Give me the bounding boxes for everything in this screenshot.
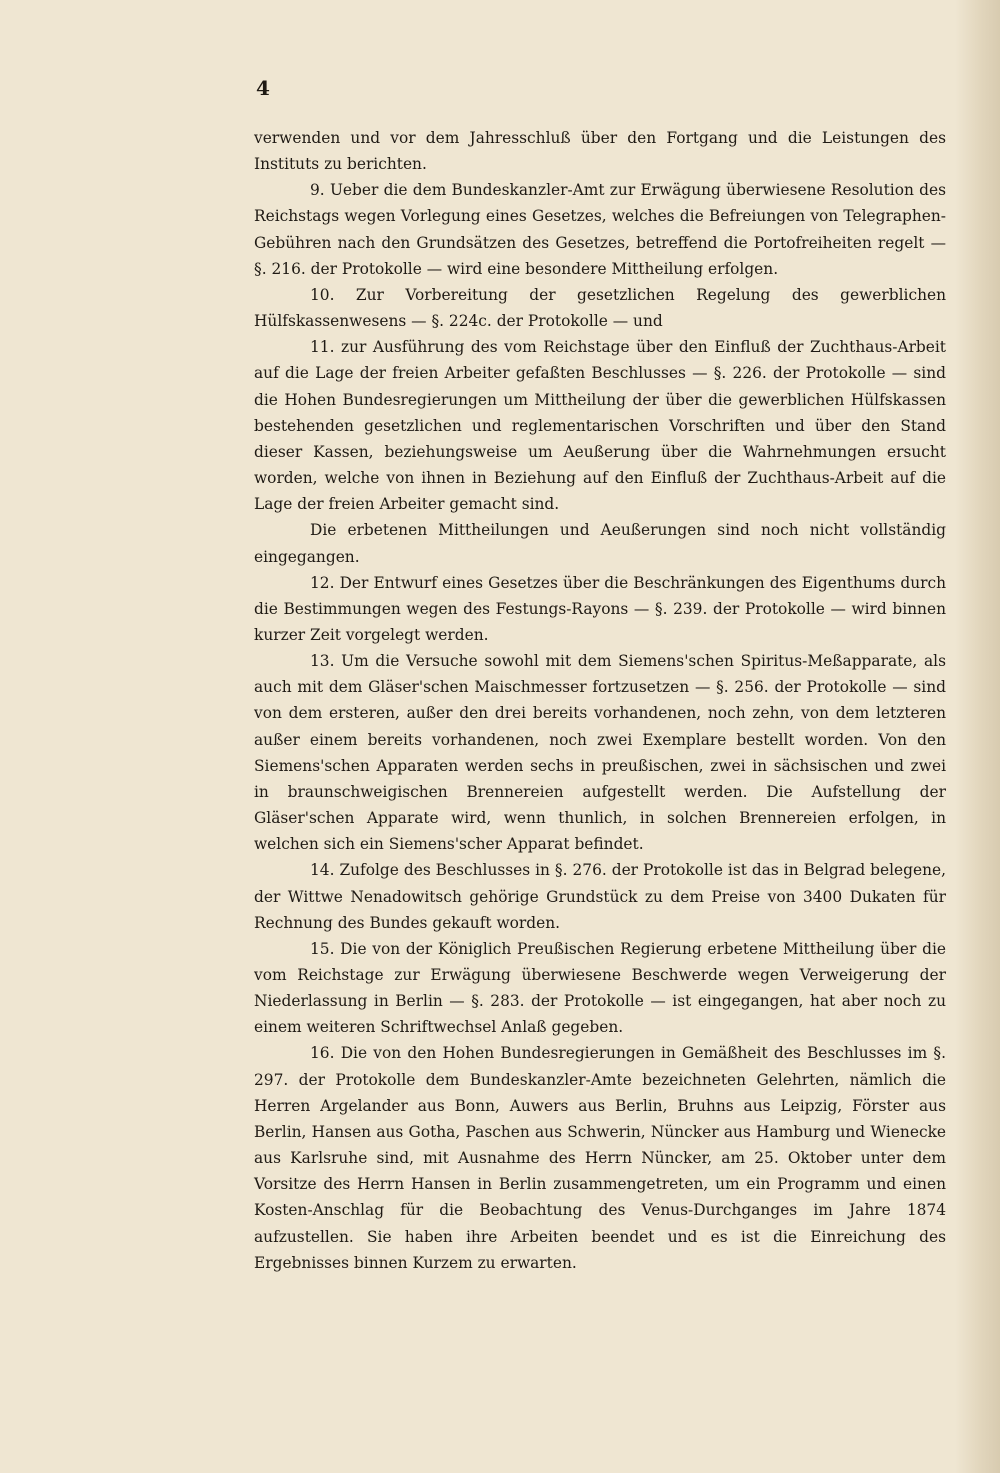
- paragraph-item-11: 11. zur Ausführung des vom Reichstage über den Einfluß der Zuchthaus-Arbeit auf die Lage der freien Arbeiter gefaßten Beschlusses — §. 226. der Protokolle — sind die Hohen Bundesregierungen um Mittheilung der über die gewerblichen Hülfskassen bestehenden gesetzlichen und reglementarischen Vorschriften und über den Stand dieser Kassen, beziehungsweise um Aeußerung über die Wahrnehmungen ersucht worden, welche von ihnen in Beziehung auf den Einfluß der Zuchthaus-Arbeit auf die Lage der freien Arbeiter gemacht sind.: [254, 338, 946, 514]
- paragraph-item-10: 10. Zur Vorbereitung der gesetzlichen Regelung des gewerblichen Hülfskassenwesens — §. 224c. der Protokolle — und: [254, 285, 946, 331]
- paragraph-item-13: 13. Um die Versuche sowohl mit dem Siemens'schen Spiritus-Meßapparate, als auch mit dem Gläser'schen Maischmesser fortzusetzen — §. 256. der Protokolle — sind von dem ersteren, außer den drei bereits vorhandenen, noch zehn, von dem letzteren außer einem bereits vorhandenen, noch zwei Exemplare bestellt worden. Von den Siemens'schen Apparaten werden sechs in preußischen, zwei in sächsischen und zwei in braunschweigischen Brennereien aufgestellt werden. Die Aufstellung der Gläser'schen Apparate wird, wenn thunlich, in solchen Brennereien erfolgen, in welchen sich ein Siemens'scher Apparat befindet.: [254, 652, 946, 854]
- paragraph-item-15: 15. Die von der Königlich Preußischen Regierung erbetene Mittheilung über die vom Reichstage zur Erwägung überwiesene Beschwerde wegen Verweigerung der Niederlassung in Berlin — §. 283. der Protokolle — ist eingegangen, hat aber noch zu einem weiteren Schriftwechsel Anlaß gegeben.: [254, 939, 946, 1037]
- paragraph-item-9: 9. Ueber die dem Bundeskanzler-Amt zur Erwägung überwiesene Resolution des Reichstags wegen Vorlegung eines Gesetzes, welches die Befreiungen von Telegraphen-Gebühren nach den Grundsätzen des Gesetzes, betreffend die Portofreiheiten regelt — §. 216. der Protokolle — wird eine besondere Mittheilung erfolgen.: [254, 181, 946, 278]
- paragraph-item-12: 12. Der Entwurf eines Gesetzes über die Beschränkungen des Eigenthums durch die Bestimmungen wegen des Festungs-Rayons — §. 239. der Protokolle — wird binnen kurzer Zeit vorgelegt werden.: [254, 573, 946, 644]
- page-number: 4: [256, 76, 270, 100]
- paragraph-continuation: verwenden und vor dem Jahresschluß über den Fortgang und die Leistungen des Instituts zu berichten.: [254, 129, 946, 174]
- paragraph-note: Die erbetenen Mittheilungen und Aeußerungen sind noch nicht vollständig eingegangen.: [254, 521, 946, 566]
- paragraph-item-16: 16. Die von den Hohen Bundesregierungen in Gemäßheit des Beschlusses im §. 297. der Protokolle dem Bundeskanzler-Amte bezeichneten Gelehrten, nämlich die Herren Argelander aus Bonn, Auwers aus Berlin, Bruhns aus Leipzig, Förster aus Berlin, Hansen aus Gotha, Paschen aus Schwerin, Nüncker aus Hamburg und Wienecke aus Karlsruhe sind, mit Ausnahme des Herrn Nüncker, am 25. Oktober unter dem Vorsitze des Herrn Hansen in Berlin zusammengetreten, um ein Programm und einen Kosten-Anschlag für die Beobachtung des Venus-Durchganges im Jahre 1874 aufzustellen. Sie haben ihre Arbeiten beendet und es ist die Einreichung des Ergebnisses binnen Kurzem zu erwarten.: [254, 1044, 946, 1272]
- paragraph-item-14: 14. Zufolge des Beschlusses in §. 276. der Protokolle ist das in Belgrad belegene, der Wittwe Nenadowitsch gehörige Grundstück zu dem Preise von 3400 Dukaten für Rechnung des Bundes gekauft worden.: [254, 861, 946, 932]
- body-text: [254, 125, 946, 1276]
